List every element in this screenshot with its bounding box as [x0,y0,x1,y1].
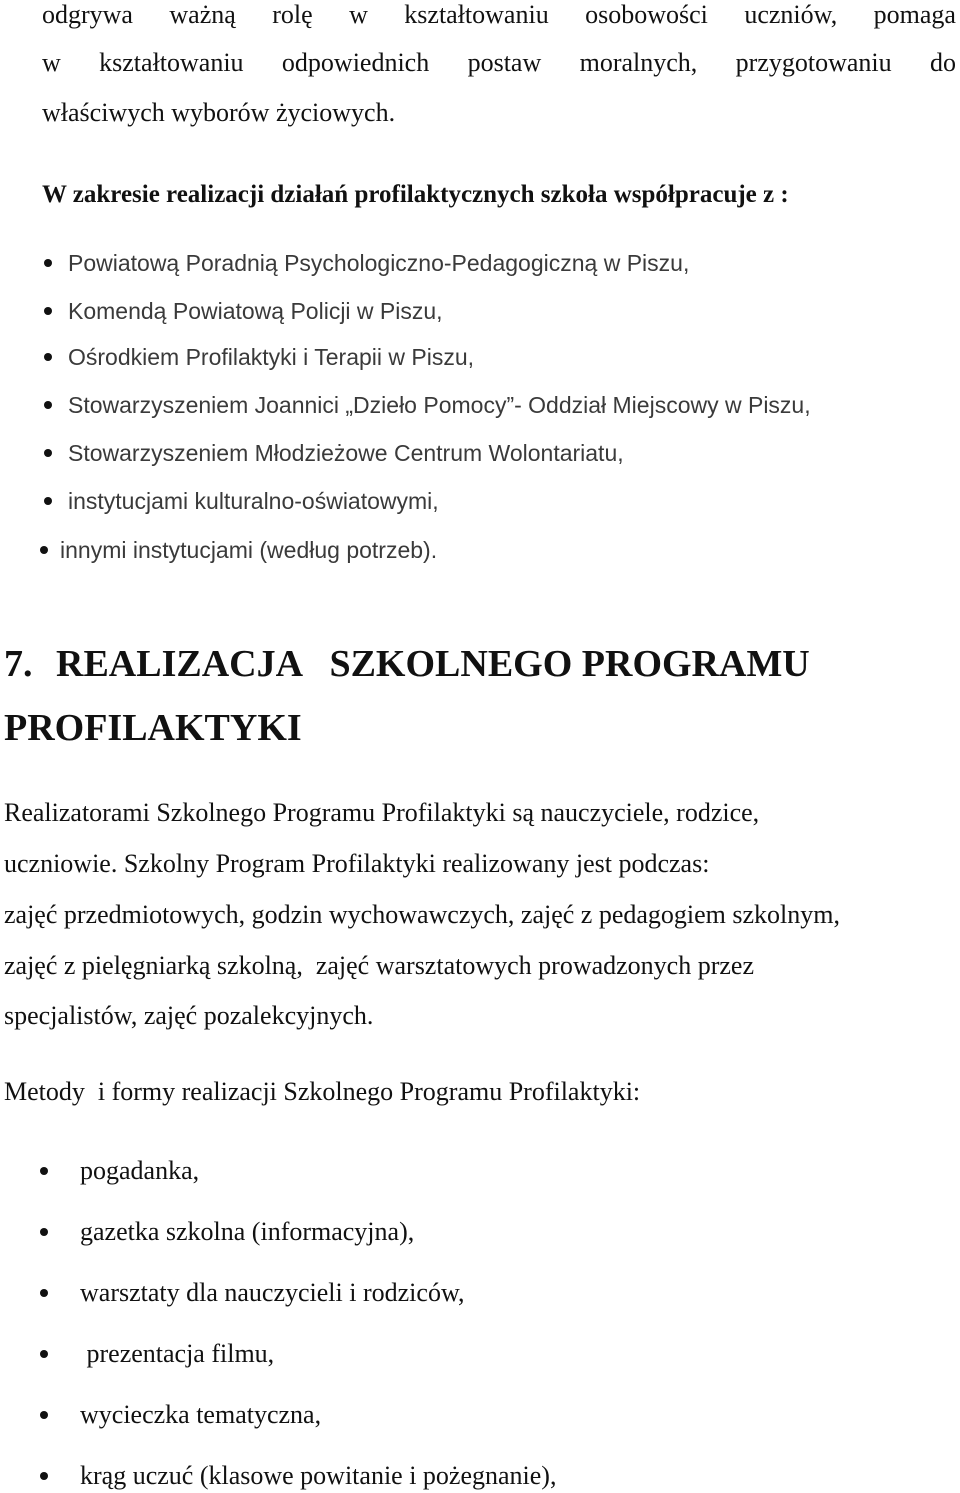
word: pomaga [873,0,956,29]
word: osobowości [585,0,708,29]
word: uczniów, [744,0,838,29]
word: odgrywa [42,0,133,29]
body-line: zajęć z pielęgniarką szkolną, zajęć warsztatowych prowadzonych przez [4,951,754,980]
list-item: Stowarzyszeniem Młodzieżowe Centrum Wolontariatu, [44,436,624,470]
word: ważną [169,0,236,29]
word: kształtowaniu [99,48,244,77]
word: kształtowaniu [404,0,549,29]
word: moralnych, [579,48,698,77]
list-item: Ośrodkiem Profilaktyki i Terapii w Piszu, [44,340,474,374]
bullet-icon [40,1472,48,1480]
body-line: Realizatorami Szkolnego Programu Profilaktyki są nauczyciele, rodzice, [4,798,760,827]
body-line: specjalistów, zajęć pozalekcyjnych. [4,1001,374,1030]
word: postaw [467,48,542,77]
body-line: zajęć przedmiotowych, godzin wychowawczych, zajęć z pedagogiem szkolnym, [4,900,840,929]
bullet-icon [44,259,52,267]
bullet-icon [44,401,52,409]
word: w [42,48,61,77]
word: rolę [272,0,313,29]
list-item: warsztaty dla nauczycieli i rodziców, [40,1276,465,1310]
intro-line-1 [42,0,956,30]
bullet-icon [40,546,48,554]
list-item: gazetka szkolna (informacyjna), [40,1215,414,1249]
list-item: wycieczka tematyczna, [40,1398,321,1432]
methods-heading: Metody i formy realizacji Szkolnego Programu Profilaktyki: [4,1077,641,1106]
body-line: uczniowie. Szkolny Program Profilaktyki realizowany jest podczas: [4,849,710,878]
section-number: 7. [4,643,33,685]
word: przygotowaniu [735,48,892,77]
word: w [349,0,368,29]
bullet-icon [40,1411,48,1419]
word: do [930,48,956,77]
list-item: pogadanka, [40,1154,199,1188]
bullet-icon [44,307,52,315]
section-title-line-1: REALIZACJA SZKOLNEGO PROGRAMU [56,643,810,685]
word: odpowiednich [281,48,430,77]
bullet-icon [40,1289,48,1297]
bullet-icon [40,1350,48,1358]
list-item: Stowarzyszeniem Joannici „Dzieło Pomocy”- Oddział Miejscowy w Piszu, [44,388,811,422]
cooperation-heading: W zakresie realizacji działań profilaktycznych szkoła współpracuje z : [42,181,789,208]
list-item: innymi instytucjami (według potrzeb). [40,533,437,567]
bullet-icon [40,1228,48,1236]
list-item: krąg uczuć (klasowe powitanie i pożegnanie), [40,1459,556,1493]
intro-line-3: właściwych wyborów życiowych. [42,98,396,127]
bullet-icon [44,449,52,457]
list-item: Powiatową Poradnią Psychologiczno-Pedagogiczną w Piszu, [44,246,689,280]
list-item: Komendą Powiatową Policji w Piszu, [44,294,443,328]
section-heading [4,642,810,686]
section-title-line-2: PROFILAKTYKI [4,707,302,749]
bullet-icon [44,497,52,505]
bullet-icon [44,353,52,361]
bullet-icon [40,1167,48,1175]
intro-line-2 [42,48,956,78]
list-item: instytucjami kulturalno-oświatowymi, [44,484,439,518]
list-item: prezentacja filmu, [40,1337,274,1371]
